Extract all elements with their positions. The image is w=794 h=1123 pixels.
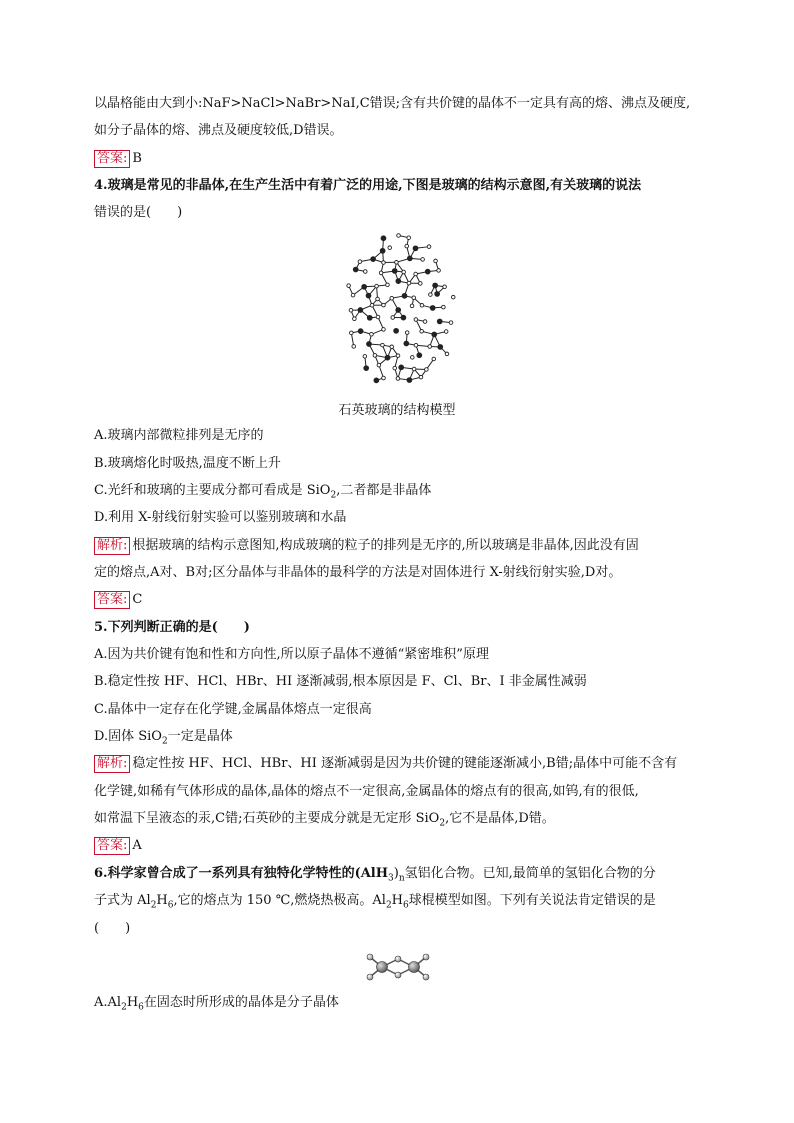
silicon-atom bbox=[433, 283, 438, 288]
oxygen-atom bbox=[451, 295, 455, 299]
oxygen-atom bbox=[449, 321, 453, 325]
oxygen-atom bbox=[373, 354, 377, 358]
silicon-atom bbox=[396, 279, 401, 284]
oxygen-atom bbox=[376, 297, 380, 301]
oxygen-atom bbox=[419, 375, 423, 379]
oxygen-atom bbox=[391, 316, 395, 320]
oxygen-atom bbox=[414, 318, 418, 322]
option-a: A.因为共价键有饱和性和方向性,所以原子晶体不遵循“紧密堆积”原理 bbox=[94, 647, 489, 662]
oxygen-atom bbox=[393, 366, 397, 370]
oxygen-atom bbox=[421, 258, 425, 262]
answer-tag: 答案: bbox=[94, 150, 130, 168]
question-6: 6.科学家曾合成了一系列具有独特化学特性的$(AlH_3)_n$氢铝化合物。已知,最简单的氢铝化合物的分 bbox=[94, 866, 656, 884]
text-line: 以晶格能由大到小:NaF>NaCl>NaBr>NaI,C错误;含有共价键的晶体不一定具有高的熔、沸点及硬度, bbox=[94, 96, 691, 111]
hydrogen-atom bbox=[395, 972, 401, 978]
oxygen-atom bbox=[405, 244, 409, 248]
question-5: 5.下列判断正确的是( ) bbox=[94, 620, 250, 635]
explanation-tag: 解析: bbox=[94, 537, 130, 555]
silicon-atom bbox=[438, 345, 443, 350]
silicon-atom bbox=[396, 308, 401, 313]
silicon-atom bbox=[367, 315, 372, 320]
oxygen-atom bbox=[395, 261, 399, 265]
oxygen-atom bbox=[358, 260, 362, 264]
oxygen-atom bbox=[397, 234, 401, 238]
oxygen-atom bbox=[376, 315, 380, 319]
silicon-atom bbox=[425, 269, 430, 274]
oxygen-atom bbox=[375, 284, 379, 288]
hydrogen-atom bbox=[367, 974, 373, 980]
quartz-glass-structure-figure bbox=[340, 228, 460, 398]
aluminum-atom bbox=[377, 962, 388, 973]
oxygen-atom bbox=[382, 376, 386, 380]
silicon-atom bbox=[366, 293, 371, 298]
silicon-atom bbox=[407, 378, 412, 383]
oxygen-atom bbox=[350, 331, 354, 335]
silicon-atom bbox=[432, 332, 437, 337]
oxygen-atom bbox=[412, 367, 416, 371]
oxygen-atom bbox=[443, 285, 447, 289]
silicon-atom bbox=[435, 292, 440, 297]
oxygen-atom bbox=[442, 305, 446, 309]
silicon-atom bbox=[353, 267, 358, 272]
oxygen-atom bbox=[386, 283, 390, 287]
explanation-line: 如常温下呈液态的汞,C错;石英砂的主要成分就是无定形 SiO$_2$,它不是晶体,D错。 bbox=[94, 811, 555, 829]
silicon-atom bbox=[364, 366, 369, 371]
silicon-atom bbox=[385, 355, 390, 360]
silicon-atom bbox=[358, 308, 363, 313]
answer-line bbox=[94, 836, 142, 856]
oxygen-atom bbox=[434, 259, 438, 263]
oxygen-atom bbox=[351, 293, 355, 297]
silicon-atom bbox=[437, 319, 442, 324]
oxygen-atom bbox=[363, 355, 367, 359]
text-line: 如分子晶体的熔、沸点及硬度较低,D错误。 bbox=[94, 123, 343, 138]
answer-tag: 答案: bbox=[94, 837, 130, 855]
silicon-atom bbox=[358, 329, 363, 334]
answer-value: A bbox=[132, 838, 142, 853]
oxygen-atom bbox=[445, 352, 449, 356]
oxygen-atom bbox=[377, 363, 381, 367]
option-c: C.光纤和玻璃的主要成分都可看成是 SiO$_2$,二者都是非晶体 bbox=[94, 483, 432, 501]
hydrogen-atom bbox=[395, 956, 401, 962]
oxygen-atom bbox=[425, 368, 429, 372]
oxygen-atom bbox=[420, 304, 424, 308]
silicon-atom bbox=[399, 365, 404, 370]
hydrogen-atom bbox=[423, 974, 429, 980]
silicon-atom bbox=[407, 256, 412, 261]
oxygen-atom bbox=[410, 356, 414, 360]
option-c: C.晶体中一定存在化学键,金属晶体熔点一定很高 bbox=[94, 702, 372, 717]
oxygen-atom bbox=[407, 236, 411, 240]
option-a: A.玻璃内部微粒排列是无序的 bbox=[94, 428, 264, 443]
oxygen-atom bbox=[414, 343, 418, 347]
oxygen-atom bbox=[427, 245, 431, 249]
oxygen-atom bbox=[432, 357, 436, 361]
silicon-atom bbox=[402, 293, 407, 298]
silicon-atom bbox=[413, 246, 418, 251]
oxygen-atom bbox=[390, 296, 394, 300]
oxygen-atom bbox=[428, 345, 432, 349]
question-6-cont: 子式为 $Al_2H_6$,它的熔点为 150 ℃,燃烧热极高。$Al_2H_6$球棍模型如图。下列有关说法肯定错误的是 bbox=[94, 893, 656, 911]
oxygen-atom bbox=[407, 281, 411, 285]
oxygen-atom bbox=[444, 330, 448, 334]
silicon-atom bbox=[362, 284, 367, 289]
aluminum-atom bbox=[409, 962, 420, 973]
silicon-atom bbox=[371, 257, 376, 262]
answer-line bbox=[94, 590, 142, 610]
oxygen-atom bbox=[429, 293, 433, 297]
silicon-atom bbox=[374, 378, 379, 383]
oxygen-atom bbox=[418, 282, 422, 286]
oxygen-atom bbox=[382, 261, 386, 265]
oxygen-atom bbox=[420, 329, 424, 333]
figure-caption: 石英玻璃的结构模型 bbox=[338, 403, 456, 418]
al2h6-ball-stick-model bbox=[362, 950, 434, 984]
explanation-tag: 解析: bbox=[94, 755, 130, 773]
oxygen-atom bbox=[381, 343, 385, 347]
answer-value: B bbox=[132, 151, 142, 166]
silicon-atom bbox=[380, 248, 385, 253]
hydrogen-atom bbox=[367, 954, 373, 960]
hydrogen-atom bbox=[423, 954, 429, 960]
option-a: $A.Al_2H_6$在固态时所形成的晶体是分子晶体 bbox=[94, 995, 339, 1013]
oxygen-atom bbox=[390, 345, 394, 349]
oxygen-atom bbox=[379, 271, 383, 275]
oxygen-atom bbox=[396, 377, 400, 381]
question-4-cont: 错误的是( ) bbox=[94, 205, 183, 220]
explanation-line: 解析: 稳定性按 HF、HCl、HBr、HI 逐渐减弱是因为共价键的键能逐渐减小,B错;晶体中可能不含有 bbox=[94, 754, 677, 774]
answer-tag: 答案: bbox=[94, 591, 130, 609]
silicon-atom bbox=[367, 342, 372, 347]
option-d: D.利用 X-射线衍射实验可以鉴别玻璃和水晶 bbox=[94, 510, 347, 525]
silicon-atom bbox=[381, 236, 386, 241]
oxygen-atom bbox=[352, 345, 356, 349]
oxygen-atom bbox=[410, 304, 414, 308]
option-b: B.玻璃熔化时吸热,温度不断上升 bbox=[94, 456, 281, 471]
silicon-atom bbox=[392, 269, 397, 274]
oxygen-atom bbox=[382, 328, 386, 332]
oxygen-atom bbox=[347, 284, 351, 288]
oxygen-atom bbox=[405, 331, 409, 335]
oxygen-atom bbox=[363, 270, 367, 274]
silicon-atom bbox=[404, 341, 409, 346]
oxygen-atom bbox=[423, 320, 427, 324]
oxygen-atom bbox=[353, 317, 357, 321]
explanation-line: 化学键,如稀有气体形成的晶体,晶体的熔点不一定很高,金属晶体的熔点有的很高,如钨,有的很低, bbox=[94, 784, 639, 799]
answer-line bbox=[94, 149, 142, 169]
question-4: 4.玻璃是常见的非晶体,在生产生活中有着广泛的用途,下图是玻璃的结构示意图,有关玻璃的说法 bbox=[94, 178, 642, 193]
option-d: D.固体 SiO$_2$一定是晶体 bbox=[94, 729, 233, 747]
silicon-atom bbox=[417, 353, 422, 358]
silicon-atom bbox=[394, 328, 399, 333]
oxygen-atom bbox=[402, 270, 406, 274]
answer-value: C bbox=[132, 592, 143, 607]
explanation-line: 解析: 根据玻璃的结构示意图知,构成玻璃的粒子的排列是无序的,所以玻璃是非晶体,因此没有固 bbox=[94, 536, 639, 556]
oxygen-atom bbox=[437, 269, 441, 273]
oxygen-atom bbox=[370, 303, 374, 307]
oxygen-atom bbox=[396, 354, 400, 358]
question-6-cont: ( ) bbox=[94, 921, 131, 936]
option-b: B.稳定性按 HF、HCl、HBr、HI 逐渐减弱,根本原因是 F、Cl、Br、I 非金属性减弱 bbox=[94, 674, 587, 689]
oxygen-atom bbox=[370, 332, 374, 336]
oxygen-atom bbox=[349, 308, 353, 312]
oxygen-atom bbox=[412, 296, 416, 300]
silicon-atom bbox=[430, 306, 435, 311]
explanation-line: 定的熔点,A对、B对;区分晶体与非晶体的最科学的方法是对固体进行 X-射线衍射实验,D对。 bbox=[94, 565, 622, 580]
oxygen-atom bbox=[382, 303, 386, 307]
oxygen-atom bbox=[414, 272, 418, 276]
oxygen-atom bbox=[388, 246, 392, 250]
silicon-atom bbox=[401, 315, 406, 320]
